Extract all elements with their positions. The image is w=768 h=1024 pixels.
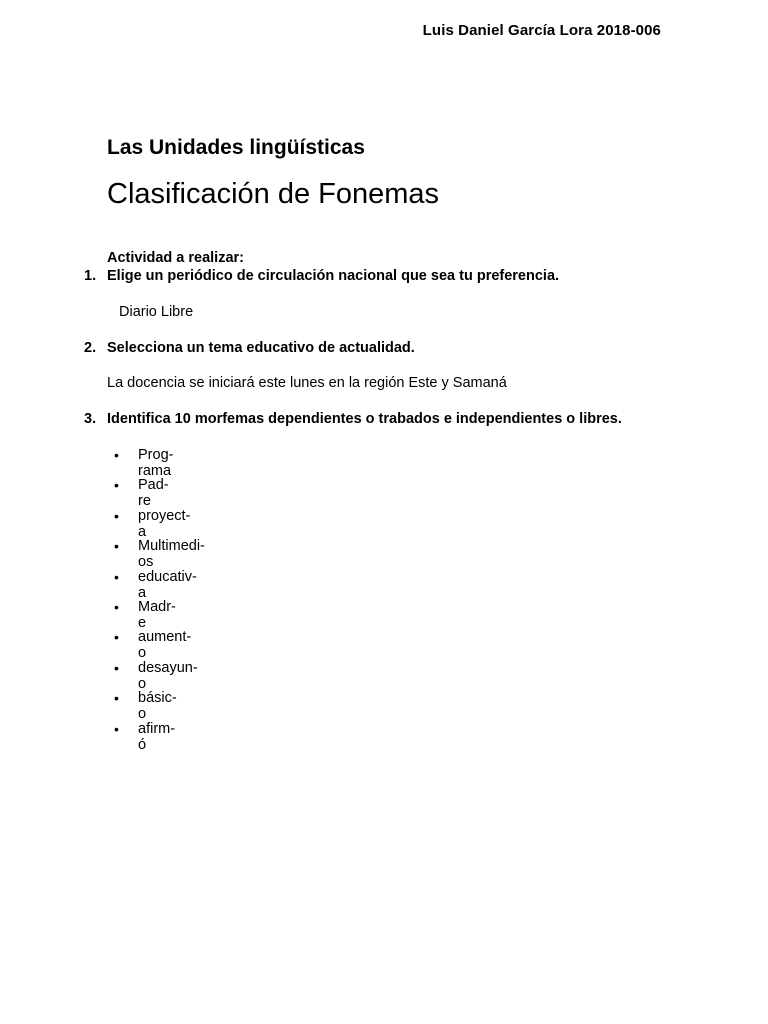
question-text: Elige un periódico de circulación nacional que sea tu preferencia. xyxy=(107,268,560,284)
morpheme-text: proyect-a xyxy=(138,507,191,540)
morpheme-text: Multimedi-os xyxy=(138,538,205,571)
morpheme-text: afirm-ó xyxy=(138,720,176,753)
question-text: Identifica 10 morfemas dependientes o trabados e independientes o libres. xyxy=(107,411,622,427)
bullet-icon: • xyxy=(114,447,119,463)
document-subtitle: Las Unidades lingüísticas xyxy=(107,136,365,159)
bullet-icon: • xyxy=(114,507,119,524)
question-number: 2. xyxy=(84,340,97,356)
bullet-icon: • xyxy=(114,538,119,555)
bullet-icon: • xyxy=(114,659,119,676)
morpheme-text: desayun-o xyxy=(138,659,198,692)
bullet-icon: • xyxy=(114,690,119,707)
question-2 xyxy=(84,340,415,356)
question-text: Selecciona un tema educativo de actualidad. xyxy=(107,340,415,356)
question-number: 3. xyxy=(84,411,97,427)
bullet-icon: • xyxy=(114,477,119,494)
question-number: 1. xyxy=(84,268,97,284)
morpheme-text: educativ-a xyxy=(138,568,197,601)
bullet-icon: • xyxy=(114,598,119,615)
morpheme-text: Prog-rama xyxy=(138,447,174,479)
answer-2: La docencia se iniciará este lunes en la región Este y Samaná xyxy=(107,375,507,391)
activity-label: Actividad a realizar: xyxy=(107,250,244,266)
question-1 xyxy=(84,268,559,284)
answer-1: Diario Libre xyxy=(119,304,194,320)
bullet-icon: • xyxy=(114,720,119,737)
morpheme-text: aument-o xyxy=(138,629,192,662)
bullet-icon: • xyxy=(114,568,119,585)
morpheme-text: Madr-e xyxy=(138,598,176,631)
bullet-icon: • xyxy=(114,629,119,646)
document-title: Clasificación de Fonemas xyxy=(107,178,440,210)
question-3 xyxy=(84,411,622,427)
morpheme-text: básic-o xyxy=(138,690,177,723)
author-header: Luis Daniel García Lora 2018-006 xyxy=(422,22,661,39)
morpheme-text: Pad-re xyxy=(138,477,169,510)
